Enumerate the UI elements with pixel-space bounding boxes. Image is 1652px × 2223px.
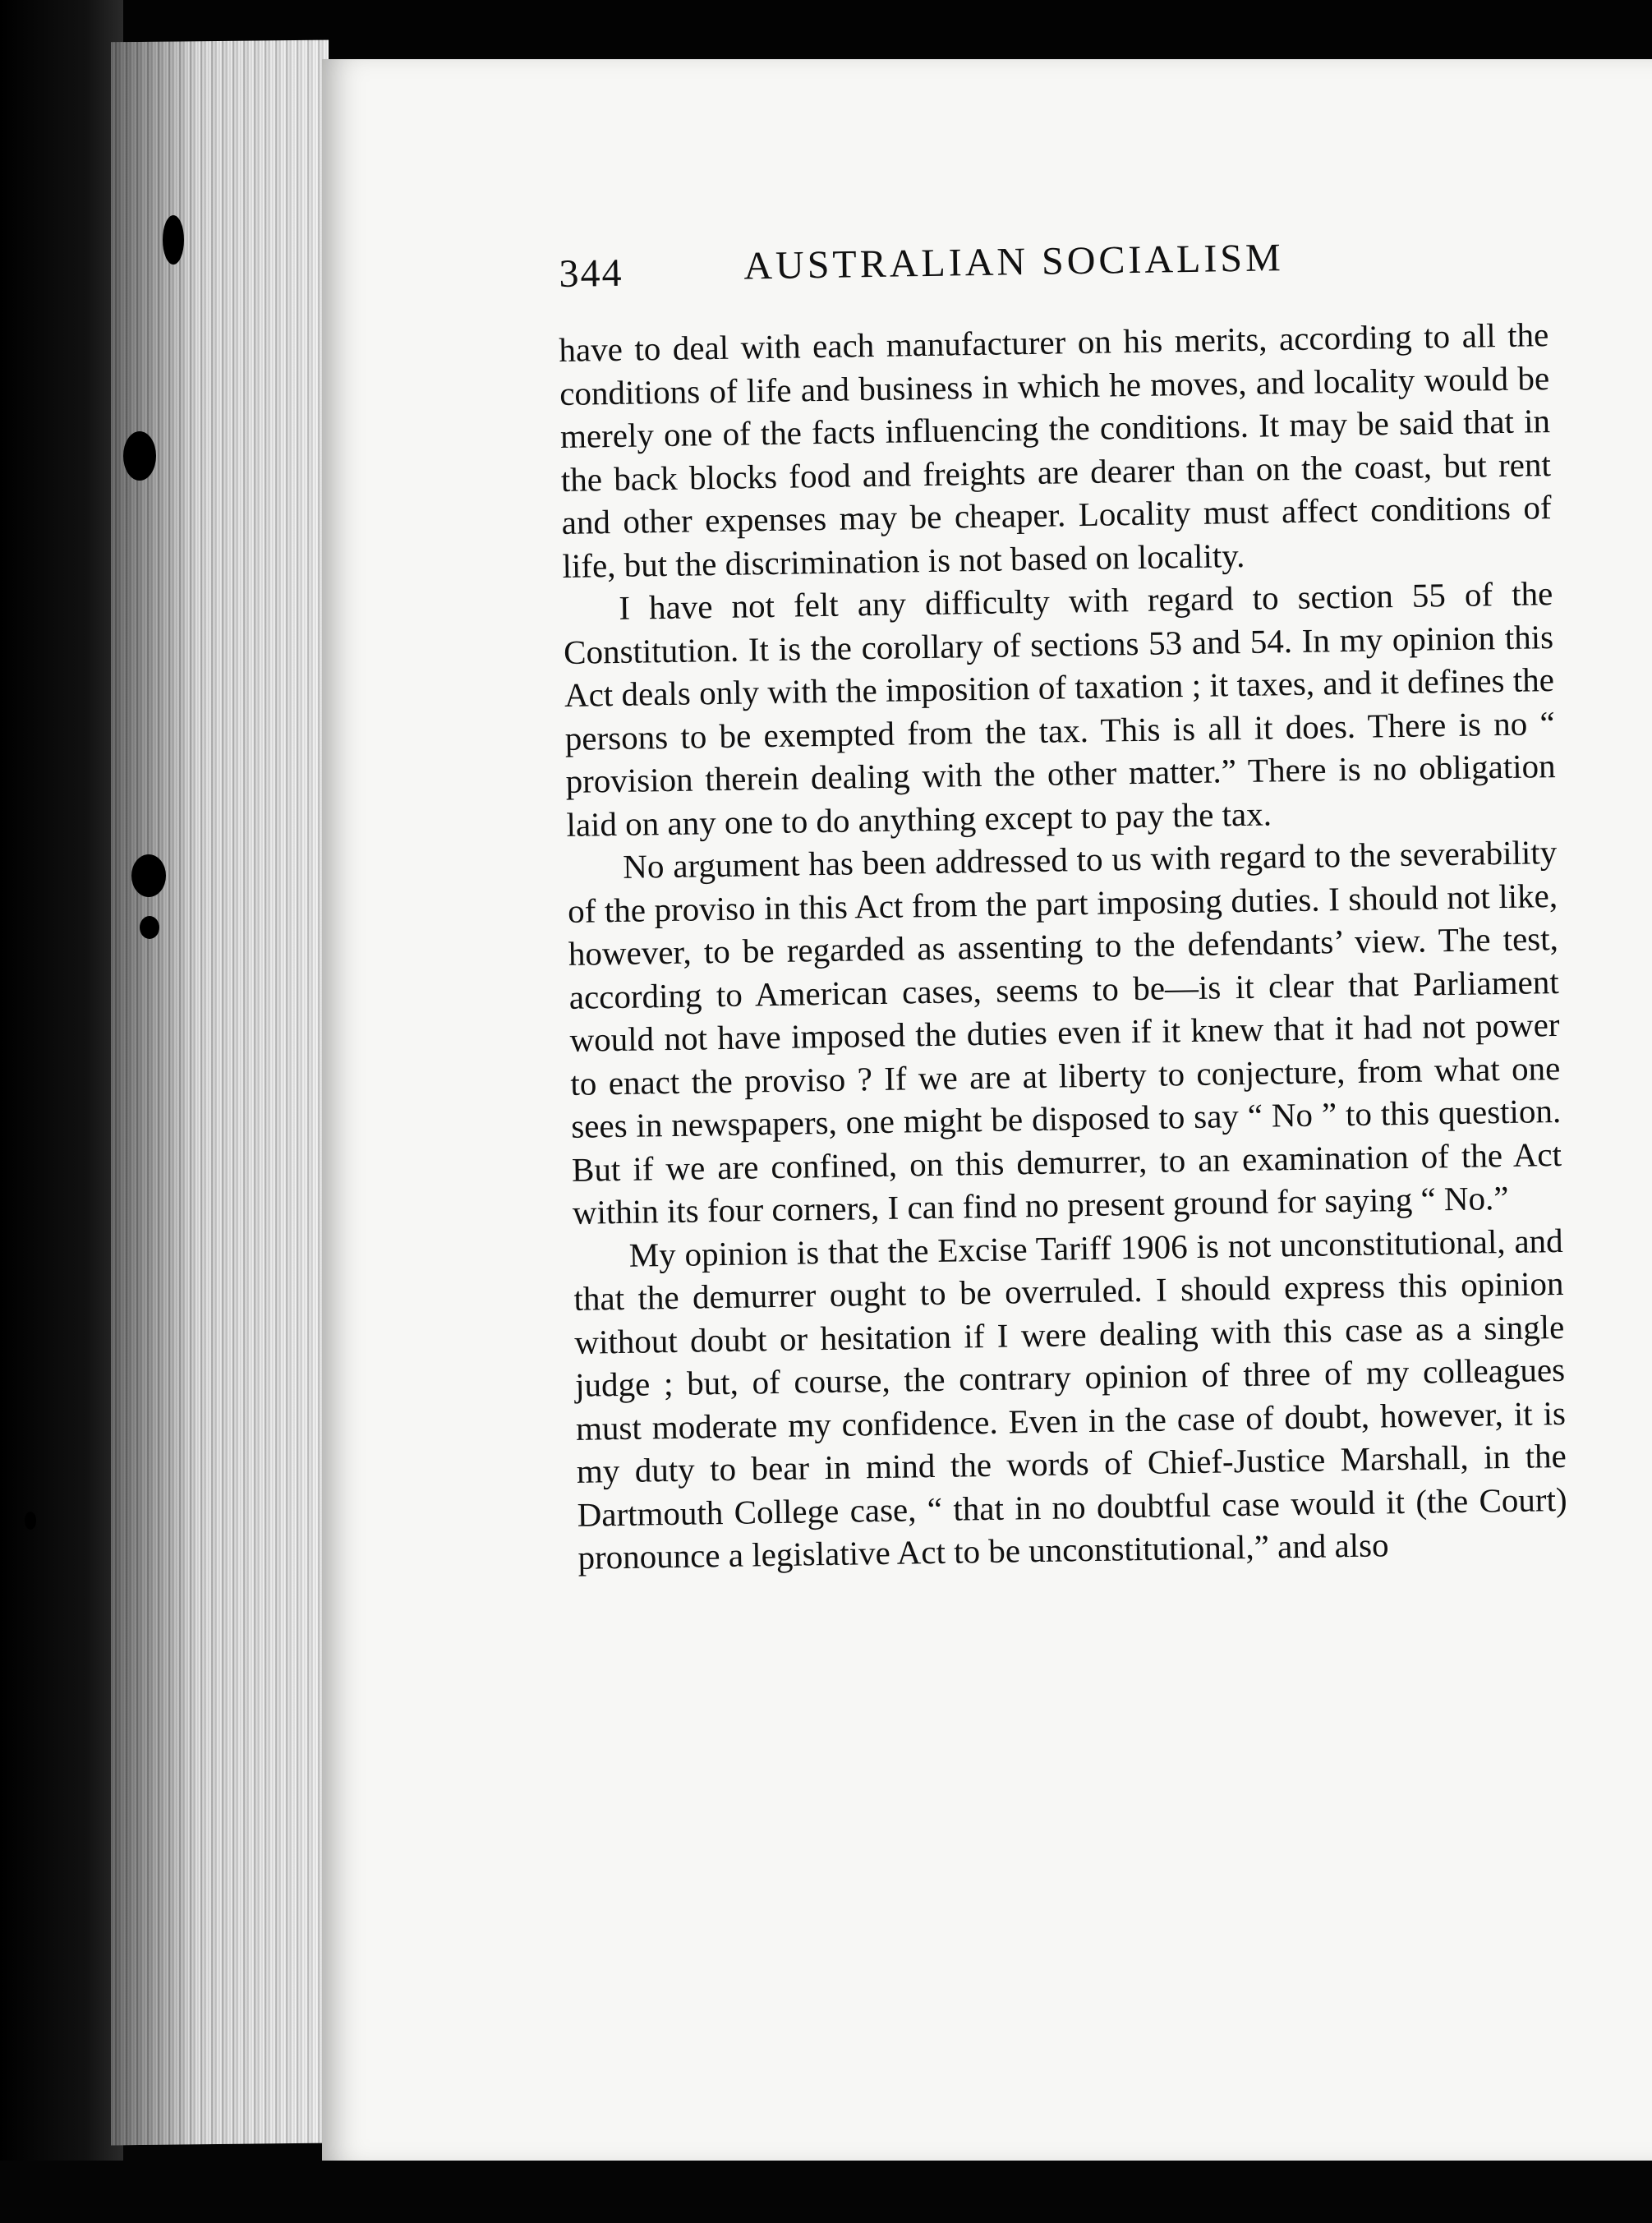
ink-speck	[25, 1512, 36, 1530]
paragraph: I have not felt any difficulty with regard to section 55 of the Constitution. It is the corollary of sections 53 and 54. In my opinion this Act deals only with the imposition of taxation ; it taxes, and it defines the persons to be exempted from the tax. This is all it does. There is no “ provision therein dealing with the other matter.” There is no obligation laid on any one to do anything except to pay the tax.	[563, 574, 1556, 844]
ink-speck	[131, 854, 166, 897]
binding-shadow	[0, 0, 123, 2223]
paragraph: No argument has been addressed to us with regard to the severability of the proviso in this Act from the part imposing duties. I should not like, however, to be regarded as assenting to the defendants’ view. The test, according to American cases, seems to be—is it clear that Parliament would not have imposed the duties even if it knew that it had not power to enact the proviso ? If we are at liberty to conjecture, from what one sees in newspapers, one might be disposed to say “ No ” to this question. But if we are confined, on this demurrer, to an examination of the Act within its four corners, I can find no present ground for saying “ No.”	[567, 832, 1562, 1231]
paragraph: My opinion is that the Excise Tariff 1906 is not unconstitutional, and that the demurrer ought to be overruled. I should express this opinion without doubt or hesitation if I were dealing with this case as a single judge ; but, of course, the contrary opinion of three of my colleagues must moderate my confidence. Even in the case of doubt, however, it is my duty to bear in mind the words of Chief-Justice Marshall, in the Dartmouth College case, “ that in no doubtful case would it (the Court) pronounce a legislative Act to be unconstitutional,” and also	[573, 1221, 1567, 1576]
body-text	[559, 313, 1568, 1579]
ink-speck	[140, 916, 159, 939]
ink-speck	[123, 431, 156, 481]
bottom-border	[0, 2161, 1652, 2223]
page-edge-stack	[111, 40, 329, 2146]
running-title: AUSTRALIAN SOCIALISM	[743, 236, 1285, 288]
paragraph: have to deal with each manufacturer on his merits, according to all the conditions of life and business in which he moves, and locality would be merely one of the facts influencing the conditions. It may be said that in the back blocks food and freights are dearer than on the coast, but rent and other expenses may be cheaper. Locality must affect conditions of life, but the discrimination is not based on locality.	[559, 315, 1552, 585]
page-number: 344	[559, 251, 624, 296]
ink-speck	[163, 215, 184, 265]
